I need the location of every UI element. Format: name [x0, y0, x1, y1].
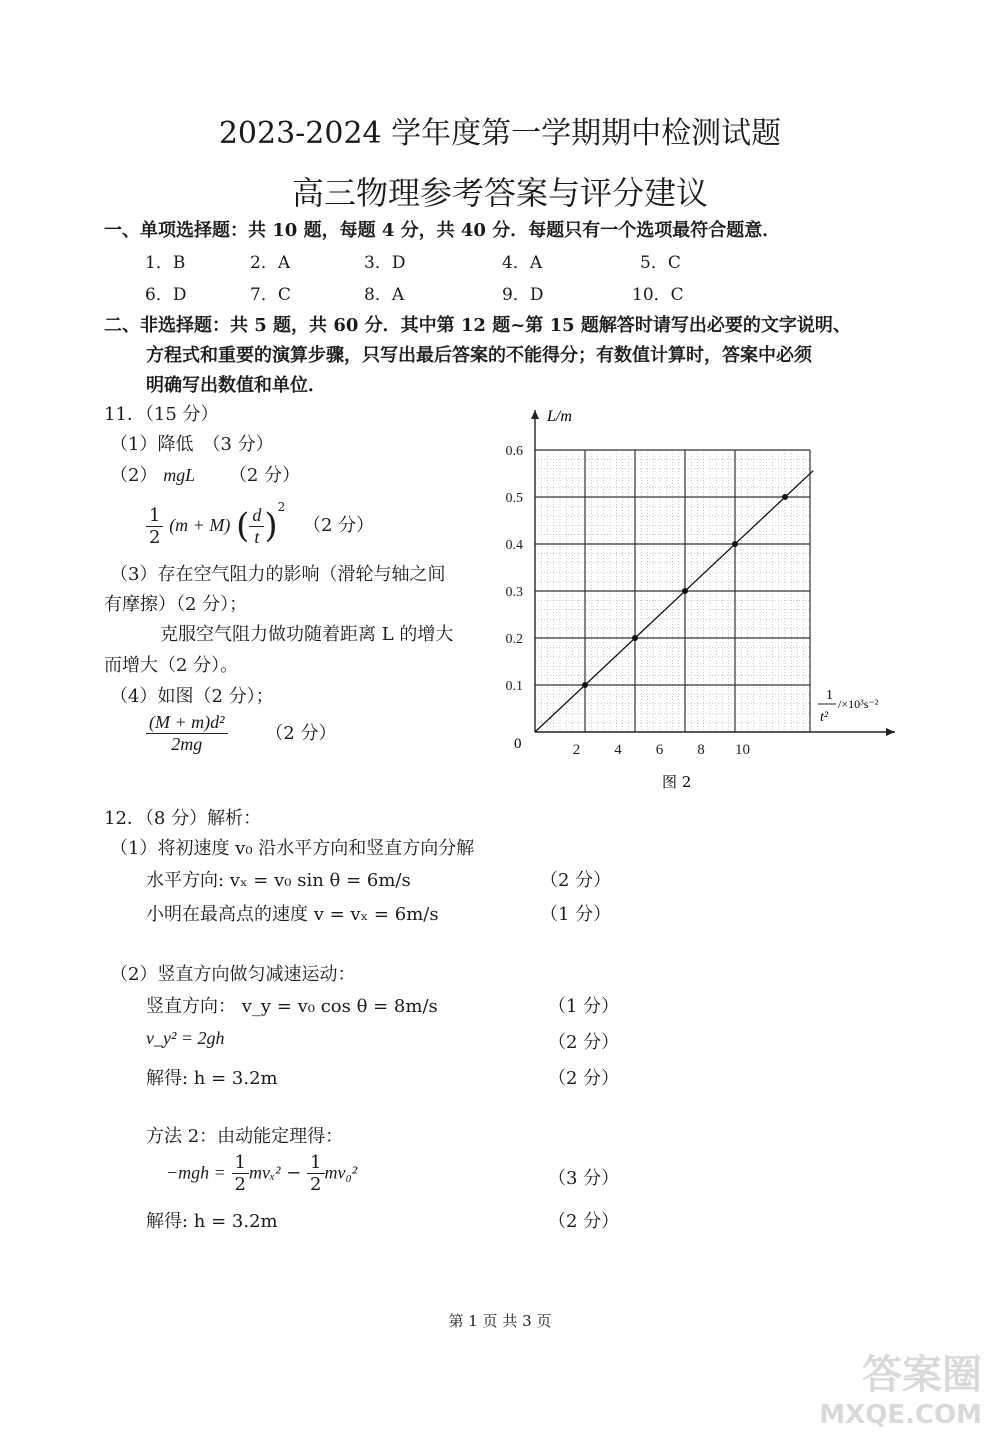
data-series — [535, 471, 813, 732]
q12-line4-score: （2 分） — [548, 1032, 620, 1053]
q11-part2b-score: （2 分） — [302, 515, 375, 536]
x-tick-label: 2 — [572, 742, 581, 758]
part4-fraction: $\frac{\text{(M + m)d²}}{2mg}$ — [146, 712, 228, 755]
q12-part2: （2）竖直方向做匀减速运动： — [110, 964, 356, 985]
q11-part3-line3: 克服空气阻力做功随着距离 L 的增大 — [160, 624, 454, 645]
q12-line1-score: （2 分） — [540, 870, 612, 891]
q12-line6 — [166, 1152, 357, 1195]
answer-10: 10．C — [632, 285, 684, 305]
origin-label: 0 — [514, 736, 522, 752]
data-point — [732, 541, 738, 547]
graph-figure-2 — [490, 395, 910, 805]
right-paren: ) — [264, 506, 278, 546]
data-point — [582, 682, 588, 688]
mass-sum: (m + M) — [169, 515, 231, 535]
x-tick-label: 6 — [655, 742, 664, 758]
q11-part2 — [110, 461, 300, 487]
q12-line3-score: （1 分） — [548, 996, 620, 1017]
q12-line5-score: （2 分） — [548, 1068, 620, 1089]
x-axis-label-denominator: t² — [820, 710, 829, 725]
q11-header: 11．（15 分） — [104, 404, 219, 425]
data-point — [782, 494, 788, 500]
q11-part2-formula — [146, 500, 374, 548]
page-subtitle: 高三物理参考答案与评分建议 — [291, 174, 708, 212]
x-tick-label: 8 — [697, 742, 705, 758]
fit-line — [535, 471, 813, 732]
y-tick-label: 0.2 — [505, 632, 523, 647]
x-tick-label: 10 — [735, 742, 750, 758]
q11-part4-score: （2 分） — [265, 722, 337, 744]
y-tick-label: 0.5 — [505, 491, 523, 506]
answer-3: 3．D — [364, 253, 406, 273]
q12-line7: 解得: h = 3.2m — [146, 1211, 278, 1232]
figure-caption: 图 2 — [662, 773, 692, 791]
section2-heading-line2: 方程式和重要的演算步骤，只写出最后答案的不能得分；有数值计算时，答案中必须 — [146, 345, 812, 366]
q12-line6-term2: mv₀² — [324, 1162, 358, 1183]
section2-heading-line3: 明确写出数值和单位． — [146, 375, 326, 396]
answer-7: 7．C — [250, 285, 291, 305]
q11-part1: （1）降低 （3 分） — [110, 434, 274, 455]
y-tick-label: 0.4 — [505, 538, 523, 553]
q12-line3: 竖直方向： v_y = v₀ cos θ = 8m/s — [146, 996, 438, 1017]
data-point — [682, 588, 688, 594]
square-exponent: 2 — [277, 500, 286, 514]
q12-line6-minus: − — [286, 1162, 302, 1184]
x-tick-label: 4 — [614, 742, 622, 758]
q12-line4: v_y² = 2gh — [146, 1028, 225, 1048]
x-axis-arrow — [886, 728, 895, 736]
q12-line2: 小明在最高点的速度 v = vₓ = 6m/s — [146, 904, 439, 925]
y-axis-label: L/m — [547, 408, 572, 425]
answer-2: 2．A — [250, 253, 291, 273]
q11-part3-line2: 有摩擦）（2 分）； — [104, 594, 248, 615]
answer-5: 5．C — [640, 253, 681, 273]
page-footer: 第 1 页 共 3 页 — [448, 1312, 552, 1330]
half-fraction: $\frac{1}{2}$ — [146, 505, 163, 548]
x-axis-label-numerator: 1 — [826, 688, 833, 703]
answer-1: 1．B — [145, 253, 186, 273]
q11-part2-label: （2） — [110, 465, 158, 486]
section1-heading: 一、单项选择题：共 10 题，每题 4 分，共 40 分．每题只有一个选项最符合题意． — [104, 220, 781, 241]
q12-line1: 水平方向: vₓ = v₀ sin θ = 6m/s — [146, 870, 411, 891]
answer-4: 4．A — [502, 253, 543, 273]
q12-header: 12．（8 分）解析： — [104, 808, 262, 829]
q11-part3-line4: 而增大（2 分）。 — [104, 655, 239, 676]
y-tick-label: 0.3 — [505, 585, 523, 600]
answer-6: 6．D — [145, 285, 187, 305]
q11-part2-score: （2 分） — [228, 465, 301, 486]
q12-line2-score: （1 分） — [540, 904, 612, 925]
q12-line5: 解得: h = 3.2m — [146, 1068, 278, 1089]
q12-line7-score: （2 分） — [548, 1211, 620, 1232]
tick-labels — [506, 444, 751, 758]
q11-part2-expr: mgL — [163, 465, 196, 485]
q12-half-2: $\frac{1}{2}$ — [307, 1152, 324, 1195]
q11-part4-formula — [146, 712, 336, 755]
x-axis-label-unit: /×10³s⁻² — [838, 697, 879, 711]
answer-8: 8．A — [364, 285, 405, 305]
q11-part4: （4）如图（2 分）； — [110, 686, 274, 707]
q12-method2: 方法 2：由动能定理得： — [146, 1126, 344, 1147]
y-tick-label: 0.6 — [505, 444, 523, 459]
q12-line6-score: （3 分） — [548, 1168, 620, 1189]
q12-part1: （1）将初速度 v₀ 沿水平方向和竖直方向分解 — [110, 838, 475, 859]
y-tick-label: 0.1 — [505, 679, 523, 694]
q12-line6-term1: mvₓ² — [248, 1162, 281, 1183]
data-point — [632, 635, 638, 641]
q11-part3-line1: （3）存在空气阻力的影响（滑轮与轴之间 — [110, 564, 446, 585]
section2-heading-line1: 二、非选择题：共 5 题，共 60 分．其中第 12 题~第 15 题解答时请写出必要的文字说明、 — [104, 315, 851, 336]
watermark-site: MXQE.COM — [819, 1400, 982, 1430]
watermark-logo: 答案圈 — [862, 1352, 982, 1398]
y-axis-arrow — [531, 410, 539, 419]
q12-line6-left: −mgh = — [166, 1162, 226, 1183]
answer-9: 9．D — [502, 285, 544, 305]
page-title: 2023-2024 学年度第一学期期中检测试题 — [218, 116, 782, 151]
left-paren: ( — [236, 506, 250, 546]
d-over-t-fraction: $\frac{d}{t}$ — [249, 505, 264, 548]
q12-half-1: $\frac{1}{2}$ — [232, 1152, 249, 1195]
